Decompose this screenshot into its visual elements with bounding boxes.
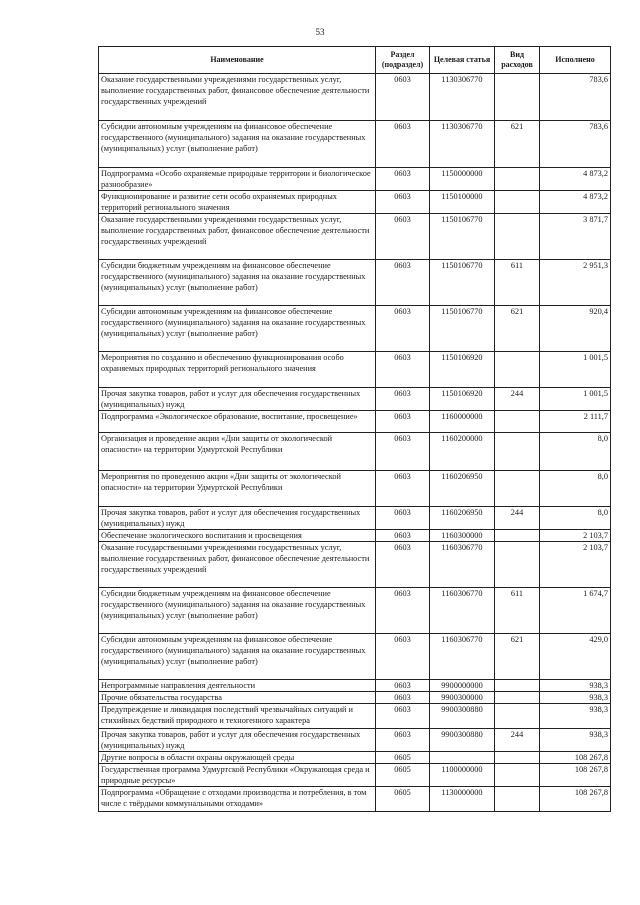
cell-name: Субсидии автономным учреждениям на финансовое обеспечение государственного (муниципального) задания на оказание государственных (муниципальных) услуг (выполнение работ) <box>99 121 376 168</box>
cell-target: 9900300000 <box>430 692 495 704</box>
table-row <box>99 507 611 530</box>
table-row <box>99 588 611 634</box>
table-row <box>99 704 611 729</box>
cell-amount: 2 103,7 <box>540 530 611 542</box>
table-header-row <box>99 47 611 74</box>
cell-name: Субсидии бюджетным учреждениям на финансовое обеспечение государственного (муниципального) задания на оказание государственных (муниципальных) услуг (выполнение работ) <box>99 588 376 634</box>
table-body <box>99 74 611 812</box>
cell-target: 1150100000 <box>430 191 495 214</box>
cell-section: 0603 <box>376 191 430 214</box>
cell-type <box>495 680 540 692</box>
cell-name: Подпрограмма «Обращение с отходами производства и потребления, в том числе с твёрдыми коммунальными отходами» <box>99 787 376 812</box>
header-type: Вид расходов <box>495 47 540 74</box>
cell-amount: 429,0 <box>540 634 611 680</box>
cell-type <box>495 168 540 191</box>
table-row <box>99 680 611 692</box>
cell-section: 0603 <box>376 433 430 471</box>
cell-section: 0605 <box>376 752 430 764</box>
cell-name: Мероприятия по созданию и обеспечению функционирования особо охраняемых природных территорий регионального значения <box>99 352 376 388</box>
cell-name: Мероприятия по проведению акции «Дни защиты от экологической опасности» на территории Удмуртской Республики <box>99 471 376 507</box>
cell-amount: 1 674,7 <box>540 588 611 634</box>
header-amount: Исполнено <box>540 47 611 74</box>
cell-target: 1130306770 <box>430 74 495 121</box>
cell-type <box>495 411 540 433</box>
cell-section: 0603 <box>376 121 430 168</box>
cell-type: 244 <box>495 729 540 752</box>
cell-name: Организация и проведение акции «Дни защиты от экологической опасности» на территории Удмуртской Республики <box>99 433 376 471</box>
table-row <box>99 530 611 542</box>
cell-section: 0603 <box>376 680 430 692</box>
header-name: Наименование <box>99 47 376 74</box>
cell-section: 0603 <box>376 411 430 433</box>
budget-table <box>98 46 611 812</box>
cell-target: 1160206950 <box>430 507 495 530</box>
cell-section: 0603 <box>376 352 430 388</box>
table-row <box>99 306 611 352</box>
cell-name: Оказание государственными учреждениями государственных услуг, выполнение государственных работ, финансовое обеспечение деятельности государственных учреждений <box>99 214 376 260</box>
cell-type: 621 <box>495 634 540 680</box>
cell-type <box>495 752 540 764</box>
cell-type <box>495 787 540 812</box>
cell-target: 1130000000 <box>430 787 495 812</box>
cell-section: 0603 <box>376 692 430 704</box>
cell-type: 611 <box>495 588 540 634</box>
cell-target: 1150106920 <box>430 388 495 411</box>
cell-target: 1160200000 <box>430 433 495 471</box>
cell-name: Субсидии бюджетным учреждениям на финансовое обеспечение государственного (муниципального) задания на оказание государственных (муниципальных) услуг (выполнение работ) <box>99 260 376 306</box>
cell-target: 1160206950 <box>430 471 495 507</box>
cell-section: 0605 <box>376 787 430 812</box>
cell-amount: 108 267,8 <box>540 752 611 764</box>
cell-amount: 938,3 <box>540 704 611 729</box>
cell-amount: 938,3 <box>540 692 611 704</box>
cell-target: 1160306770 <box>430 588 495 634</box>
cell-section: 0603 <box>376 471 430 507</box>
table-row <box>99 411 611 433</box>
table-row <box>99 787 611 812</box>
table-row <box>99 121 611 168</box>
cell-type <box>495 530 540 542</box>
cell-type <box>495 74 540 121</box>
cell-name: Предупреждение и ликвидация последствий чрезвычайных ситуаций и стихийных бедствий природного и техногенного характера <box>99 704 376 729</box>
table-row <box>99 260 611 306</box>
cell-amount: 108 267,8 <box>540 764 611 787</box>
table-row <box>99 388 611 411</box>
cell-type <box>495 191 540 214</box>
cell-target: 1150106770 <box>430 260 495 306</box>
cell-type: 244 <box>495 507 540 530</box>
cell-type: 244 <box>495 388 540 411</box>
cell-amount: 1 001,5 <box>540 352 611 388</box>
cell-amount: 1 001,5 <box>540 388 611 411</box>
table-row <box>99 729 611 752</box>
cell-amount: 938,3 <box>540 729 611 752</box>
cell-section: 0605 <box>376 764 430 787</box>
table-row <box>99 352 611 388</box>
cell-type <box>495 764 540 787</box>
table-row <box>99 74 611 121</box>
cell-name: Субсидии автономным учреждениям на финансовое обеспечение государственного (муниципального) задания на оказание государственных (муниципальных) услуг (выполнение работ) <box>99 634 376 680</box>
cell-amount: 8,0 <box>540 433 611 471</box>
cell-section: 0603 <box>376 214 430 260</box>
header-target: Целевая статья <box>430 47 495 74</box>
cell-amount: 2 103,7 <box>540 542 611 588</box>
cell-section: 0603 <box>376 168 430 191</box>
cell-section: 0603 <box>376 530 430 542</box>
cell-type <box>495 352 540 388</box>
cell-type: 621 <box>495 306 540 352</box>
cell-amount: 938,3 <box>540 680 611 692</box>
cell-section: 0603 <box>376 542 430 588</box>
cell-target: 1160300000 <box>430 530 495 542</box>
cell-section: 0603 <box>376 388 430 411</box>
cell-type <box>495 214 540 260</box>
cell-name: Государственная программа Удмуртской Республики «Окружающая среда и природные ресурсы» <box>99 764 376 787</box>
cell-section: 0603 <box>376 634 430 680</box>
table-row <box>99 191 611 214</box>
cell-section: 0603 <box>376 74 430 121</box>
cell-target: 1100000000 <box>430 764 495 787</box>
cell-name: Прочая закупка товаров, работ и услуг для обеспечения государственных (муниципальных) нужд <box>99 507 376 530</box>
cell-amount: 2 111,7 <box>540 411 611 433</box>
table-row <box>99 692 611 704</box>
table-row <box>99 433 611 471</box>
cell-target <box>430 752 495 764</box>
cell-amount: 8,0 <box>540 507 611 530</box>
cell-amount: 920,4 <box>540 306 611 352</box>
cell-section: 0603 <box>376 260 430 306</box>
cell-section: 0603 <box>376 507 430 530</box>
cell-section: 0603 <box>376 306 430 352</box>
cell-target: 1160306770 <box>430 634 495 680</box>
cell-target: 1150106770 <box>430 306 495 352</box>
cell-amount: 3 871,7 <box>540 214 611 260</box>
cell-target: 9900300880 <box>430 704 495 729</box>
cell-section: 0603 <box>376 704 430 729</box>
cell-type <box>495 704 540 729</box>
cell-name: Прочая закупка товаров, работ и услуг для обеспечения государственных (муниципальных) нужд <box>99 729 376 752</box>
cell-amount: 4 873,2 <box>540 191 611 214</box>
cell-name: Субсидии автономным учреждениям на финансовое обеспечение государственного (муниципального) задания на оказание государственных (муниципальных) услуг (выполнение работ) <box>99 306 376 352</box>
cell-amount: 108 267,8 <box>540 787 611 812</box>
table-row <box>99 764 611 787</box>
cell-target: 1130306770 <box>430 121 495 168</box>
table-row <box>99 471 611 507</box>
cell-amount: 783,6 <box>540 74 611 121</box>
table-row <box>99 542 611 588</box>
cell-type <box>495 542 540 588</box>
cell-name: Другие вопросы в области охраны окружающей среды <box>99 752 376 764</box>
cell-amount: 2 951,3 <box>540 260 611 306</box>
page-number: 53 <box>315 27 325 37</box>
cell-type <box>495 433 540 471</box>
cell-section: 0603 <box>376 729 430 752</box>
table-row <box>99 752 611 764</box>
cell-amount: 783,6 <box>540 121 611 168</box>
cell-name: Подпрограмма «Особо охраняемые природные территории и биологическое разнообразие» <box>99 168 376 191</box>
cell-target: 1160000000 <box>430 411 495 433</box>
cell-name: Непрограммные направления деятельности <box>99 680 376 692</box>
header-section: Раздел (подраздел) <box>376 47 430 74</box>
table-row <box>99 634 611 680</box>
cell-type <box>495 471 540 507</box>
cell-name: Функционирование и развитие сети особо охраняемых природных территорий регионального значения <box>99 191 376 214</box>
cell-type: 611 <box>495 260 540 306</box>
table-row <box>99 214 611 260</box>
cell-target: 1150000000 <box>430 168 495 191</box>
cell-target: 9900000000 <box>430 680 495 692</box>
cell-name: Оказание государственными учреждениями государственных услуг, выполнение государственных работ, финансовое обеспечение деятельности государственных учреждений <box>99 74 376 121</box>
cell-section: 0603 <box>376 588 430 634</box>
cell-type <box>495 692 540 704</box>
cell-target: 1160306770 <box>430 542 495 588</box>
cell-name: Подпрограмма «Экологическое образование, воспитание, просвещение» <box>99 411 376 433</box>
cell-name: Оказание государственными учреждениями государственных услуг, выполнение государственных работ, финансовое обеспечение деятельности государственных учреждений <box>99 542 376 588</box>
cell-target: 1150106770 <box>430 214 495 260</box>
cell-type: 621 <box>495 121 540 168</box>
cell-name: Прочие обязательства государства <box>99 692 376 704</box>
cell-name: Прочая закупка товаров, работ и услуг для обеспечения государственных (муниципальных) нужд <box>99 388 376 411</box>
cell-amount: 8,0 <box>540 471 611 507</box>
cell-target: 1150106920 <box>430 352 495 388</box>
cell-name: Обеспечение экологического воспитания и просвещения <box>99 530 376 542</box>
cell-amount: 4 873,2 <box>540 168 611 191</box>
table-row <box>99 168 611 191</box>
cell-target: 9900300880 <box>430 729 495 752</box>
